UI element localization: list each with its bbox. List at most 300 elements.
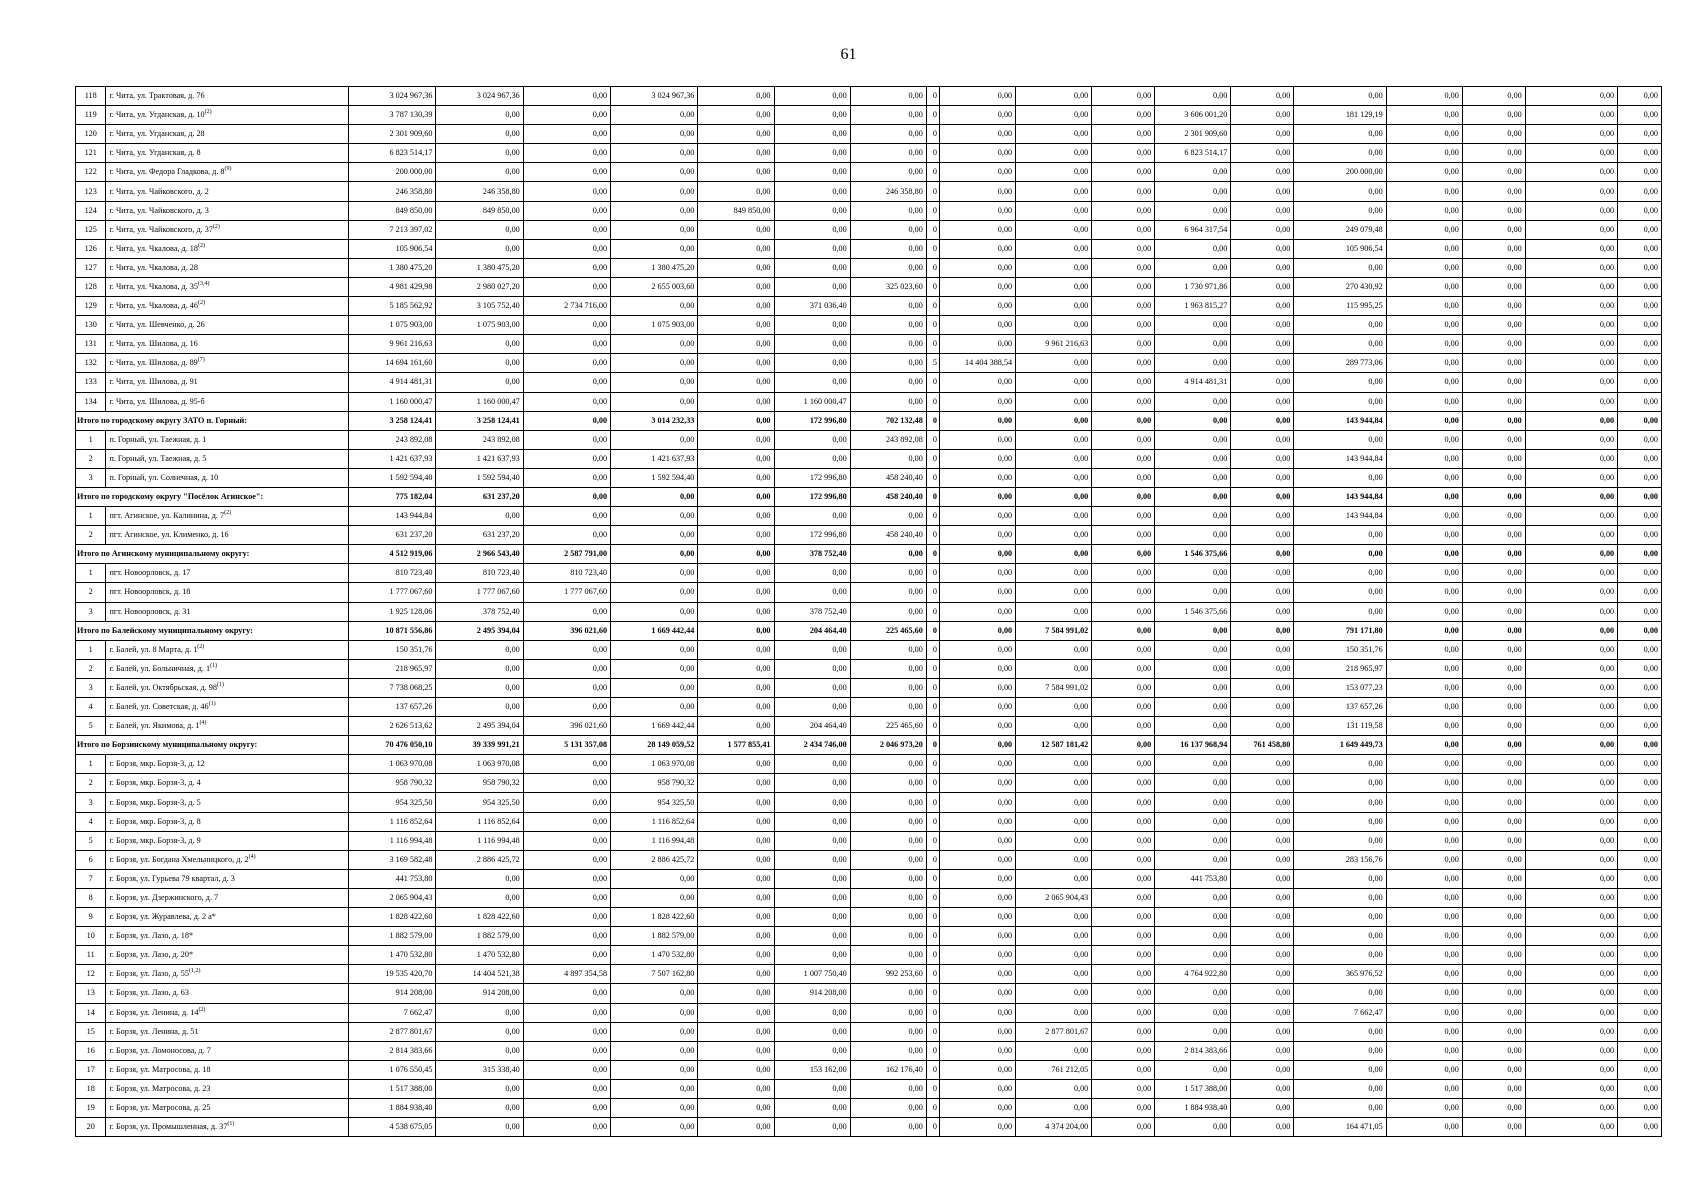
amount-cell: 1 063 970,08 [611,755,698,774]
amount-cell: 0,00 [523,640,610,659]
amount-cell: 0,00 [1231,640,1294,659]
amount-cell: 0,00 [611,373,698,392]
amount-cell: 0,00 [1294,1022,1386,1041]
amount-cell: 0,00 [1386,392,1462,411]
amount-cell: 0,00 [1462,793,1525,812]
amount-cell: 0,00 [850,239,926,258]
table-row [76,583,1662,602]
amount-cell: 0,00 [1386,125,1462,144]
amount-cell: 0,00 [1618,717,1662,736]
amount-cell: 0,00 [1092,1098,1155,1117]
amount-cell: 0,00 [939,736,1015,755]
amount-cell: 0,00 [611,144,698,163]
amount-cell: 914 208,00 [349,984,436,1003]
amount-cell: 441 753,80 [1155,869,1231,888]
footnote-marker: (1) [210,662,218,669]
address-text: г. Борзя, ул. Дзержинского, д. 7 [109,892,219,902]
amount-cell: 0,00 [1231,335,1294,354]
amount-cell: 0,00 [1092,526,1155,545]
amount-cell: 0,00 [1231,507,1294,526]
table-row [76,354,1662,373]
amount-cell: 0,00 [1092,831,1155,850]
table-row [76,984,1662,1003]
amount-cell: 810 723,40 [349,564,436,583]
amount-cell: 0,00 [1618,1041,1662,1060]
amount-cell: 1 063 970,08 [436,755,523,774]
amount-cell: 0,00 [939,812,1015,831]
amount-cell: 396 021,60 [523,621,610,640]
amount-cell: 1 076 550,45 [349,1060,436,1079]
subtotal-row [76,736,1662,755]
amount-cell: 0,00 [698,602,774,621]
amount-cell: 0,00 [774,927,850,946]
amount-cell: 0,00 [611,984,698,1003]
address-cell [106,1098,349,1117]
amount-cell: 0,00 [774,1118,850,1137]
amount-cell: 0,00 [1462,277,1525,296]
amount-cell: 0,00 [1525,392,1617,411]
amount-cell: 0,00 [1092,507,1155,526]
amount-cell: 115 995,25 [1294,297,1386,316]
amount-cell: 0,00 [523,850,610,869]
amount-cell: 0,00 [1092,258,1155,277]
amount-cell: 270 430,92 [1294,277,1386,296]
amount-cell: 0,00 [1294,201,1386,220]
amount-cell: 0,00 [1462,87,1525,106]
amount-cell: 0,00 [1462,354,1525,373]
amount-cell: 0,00 [698,698,774,717]
count-cell: 0 [926,526,939,545]
amount-cell: 0,00 [523,812,610,831]
amount-cell: 0,00 [1231,316,1294,335]
amount-cell: 0,00 [1231,698,1294,717]
amount-cell: 0,00 [1092,487,1155,506]
amount-cell: 0,00 [1231,812,1294,831]
amount-cell: 0,00 [1092,163,1155,182]
amount-cell: 0,00 [698,793,774,812]
amount-cell: 0,00 [1092,927,1155,946]
amount-cell: 0,00 [1462,125,1525,144]
amount-cell: 0,00 [939,583,1015,602]
amount-cell: 0,00 [1525,106,1617,125]
amount-cell: 0,00 [1462,659,1525,678]
amount-cell: 0,00 [1462,869,1525,888]
amount-cell: 0,00 [774,354,850,373]
table-row [76,774,1662,793]
amount-cell: 0,00 [698,678,774,697]
count-cell: 0 [926,487,939,506]
amount-cell: 0,00 [1092,1041,1155,1060]
amount-cell: 0,00 [1462,831,1525,850]
amount-cell: 0,00 [698,564,774,583]
amount-cell: 0,00 [1016,564,1092,583]
amount-cell: 0,00 [1092,1079,1155,1098]
amount-cell: 0,00 [1618,411,1662,430]
amount-cell: 0,00 [1462,755,1525,774]
count-cell: 0 [926,812,939,831]
address-text: г. Борзя, мкр. Борзя-3, д. 5 [109,797,201,807]
count-cell: 0 [926,1003,939,1022]
count-cell: 0 [926,1098,939,1117]
amount-cell: 0,00 [1092,125,1155,144]
amount-cell: 0,00 [850,106,926,125]
address-cell [106,1079,349,1098]
count-cell: 0 [926,888,939,907]
amount-cell: 0,00 [774,946,850,965]
amount-cell: 0,00 [1386,144,1462,163]
table-row [76,163,1662,182]
amount-cell: 1 882 579,00 [611,927,698,946]
address-text: пгт. Новоорловск, д. 31 [109,606,191,616]
amount-cell: 0,00 [523,793,610,812]
amount-cell: 0,00 [1386,850,1462,869]
amount-cell: 0,00 [1618,1079,1662,1098]
amount-cell: 0,00 [1525,583,1617,602]
address-text: г. Борзя, ул. Богдана Хмельницкого, д. 2 [109,854,249,864]
table-row [76,869,1662,888]
amount-cell: 0,00 [1462,678,1525,697]
amount-cell: 0,00 [1155,927,1231,946]
amount-cell: 0,00 [1294,182,1386,201]
amount-cell: 0,00 [1462,316,1525,335]
amount-cell: 0,00 [1294,258,1386,277]
amount-cell: 0,00 [1386,965,1462,984]
amount-cell: 0,00 [850,545,926,564]
amount-cell: 0,00 [1618,277,1662,296]
amount-cell: 0,00 [1231,373,1294,392]
table-row [76,220,1662,239]
footnote-marker: (1) [227,1121,235,1128]
address-cell [106,316,349,335]
amount-cell: 1 828 422,60 [349,908,436,927]
table-row [76,449,1662,468]
amount-cell: 0,00 [1092,430,1155,449]
amount-cell: 0,00 [698,869,774,888]
amount-cell: 0,00 [436,106,523,125]
amount-cell: 0,00 [850,1003,926,1022]
amount-cell: 0,00 [1386,736,1462,755]
row-number: 6 [76,850,106,869]
amount-cell: 1 380 475,20 [436,258,523,277]
row-number: 131 [76,335,106,354]
amount-cell: 0,00 [698,411,774,430]
amount-cell: 0,00 [1294,927,1386,946]
page-number: 61 [840,46,857,63]
amount-cell: 0,00 [1386,201,1462,220]
amount-cell: 39 339 991,21 [436,736,523,755]
amount-cell: 12 587 181,42 [1016,736,1092,755]
amount-cell: 0,00 [1092,564,1155,583]
amount-cell: 0,00 [1386,163,1462,182]
amount-cell: 0,00 [611,1022,698,1041]
amount-cell: 7 662,47 [1294,1003,1386,1022]
amount-cell: 153 077,23 [1294,678,1386,697]
amount-cell: 105 906,54 [349,239,436,258]
amount-cell: 2 886 425,72 [611,850,698,869]
amount-cell: 0,00 [1386,468,1462,487]
amount-cell: 0,00 [1231,678,1294,697]
address-text: г. Чита, ул. Трактовая, д. 76 [109,91,205,101]
amount-cell: 0,00 [1618,698,1662,717]
amount-cell: 0,00 [939,182,1015,201]
amount-cell: 0,00 [1386,545,1462,564]
amount-cell: 0,00 [939,984,1015,1003]
amount-cell: 1 777 067,60 [436,583,523,602]
amount-cell: 1 421 637,93 [349,449,436,468]
amount-cell: 1 421 637,93 [436,449,523,468]
footnote-marker: (2) [198,242,205,249]
amount-cell: 0,00 [523,201,610,220]
amount-cell: 954 325,50 [611,793,698,812]
amount-cell: 1 116 994,48 [436,831,523,850]
amount-cell: 0,00 [1386,1022,1462,1041]
amount-cell: 0,00 [1525,449,1617,468]
amount-cell: 4 981 429,98 [349,277,436,296]
amount-cell: 914 208,00 [436,984,523,1003]
row-number: 1 [76,564,106,583]
amount-cell: 0,00 [1155,850,1231,869]
amount-cell: 0,00 [1294,774,1386,793]
amount-cell: 0,00 [698,163,774,182]
table-row [76,507,1662,526]
amount-cell: 0,00 [1525,736,1617,755]
amount-cell: 0,00 [939,125,1015,144]
address-cell [106,144,349,163]
address-text: пгт. Агинское, ул. Калинина, д. 7 [109,511,225,521]
address-text: г. Балей, ул. Больничная, д. 1 [109,663,211,673]
amount-cell: 1 007 750,40 [774,965,850,984]
address-cell [106,1003,349,1022]
amount-cell: 0,00 [523,182,610,201]
footnote-marker: (2) [212,223,220,230]
amount-cell: 0,00 [523,125,610,144]
amount-cell: 0,00 [1231,869,1294,888]
amount-cell: 1 063 970,08 [349,755,436,774]
amount-cell: 0,00 [1525,755,1617,774]
count-cell: 0 [926,106,939,125]
amount-cell: 0,00 [774,1041,850,1060]
amount-cell: 7 584 991,02 [1016,678,1092,697]
amount-cell: 0,00 [1092,144,1155,163]
amount-cell: 0,00 [1618,144,1662,163]
amount-cell: 0,00 [1618,850,1662,869]
amount-cell: 775 182,04 [349,487,436,506]
amount-cell: 0,00 [1462,545,1525,564]
amount-cell: 0,00 [1294,831,1386,850]
amount-cell: 0,00 [1386,411,1462,430]
amount-cell: 0,00 [1294,526,1386,545]
subtotal-label: Итого по Борзинскому муниципальному округу: [76,736,349,755]
address-cell [106,87,349,106]
amount-cell: 2 814 383,66 [1155,1041,1231,1060]
count-cell: 0 [926,736,939,755]
row-number: 11 [76,946,106,965]
amount-cell: 0,00 [850,449,926,468]
amount-cell: 0,00 [1231,297,1294,316]
table-row [76,373,1662,392]
amount-cell: 0,00 [1016,526,1092,545]
amount-cell: 0,00 [939,526,1015,545]
footnote-marker: (2) [198,1006,206,1013]
amount-cell: 0,00 [1525,220,1617,239]
amount-cell: 137 657,26 [1294,698,1386,717]
amount-cell: 0,00 [1294,125,1386,144]
amount-cell: 0,00 [939,411,1015,430]
amount-cell: 0,00 [698,354,774,373]
amount-cell: 0,00 [1016,812,1092,831]
amount-cell: 0,00 [1092,1060,1155,1079]
amount-cell: 0,00 [1155,755,1231,774]
amount-cell: 0,00 [1016,106,1092,125]
amount-cell: 458 240,40 [850,487,926,506]
amount-cell: 0,00 [1231,201,1294,220]
amount-cell: 0,00 [774,163,850,182]
amount-cell: 0,00 [774,678,850,697]
amount-cell: 0,00 [1525,468,1617,487]
amount-cell: 0,00 [939,277,1015,296]
amount-cell: 0,00 [698,507,774,526]
amount-cell: 172 996,80 [774,411,850,430]
amount-cell: 1 116 994,48 [349,831,436,850]
address-text: г. Чита, ул. Федора Гладкова, д. 8 [109,167,225,177]
amount-cell: 0,00 [1092,220,1155,239]
amount-cell: 0,00 [1231,106,1294,125]
amount-cell: 0,00 [698,258,774,277]
address-cell [106,335,349,354]
amount-cell: 0,00 [1016,258,1092,277]
count-cell: 0 [926,640,939,659]
amount-cell: 0,00 [436,335,523,354]
amount-cell: 0,00 [1386,755,1462,774]
amount-cell: 1 828 422,60 [436,908,523,927]
row-number: 13 [76,984,106,1003]
amount-cell: 0,00 [939,621,1015,640]
amount-cell: 0,00 [523,239,610,258]
amount-cell: 791 171,80 [1294,621,1386,640]
count-cell: 0 [926,869,939,888]
amount-cell: 0,00 [1462,621,1525,640]
table-row [76,1003,1662,1022]
amount-cell: 0,00 [1092,354,1155,373]
amount-cell: 0,00 [1525,698,1617,717]
amount-cell: 0,00 [1155,430,1231,449]
address-cell [106,125,349,144]
amount-cell: 0,00 [1618,430,1662,449]
subtotal-label: Итого по Агинскому муниципальному округу: [76,545,349,564]
amount-cell: 0,00 [436,678,523,697]
amount-cell: 0,00 [1525,869,1617,888]
amount-cell: 0,00 [850,297,926,316]
amount-cell: 0,00 [1294,392,1386,411]
address-text: п. Горный, ул. Таежная, д. 1 [109,434,207,444]
count-cell: 0 [926,87,939,106]
address-cell [106,1060,349,1079]
amount-cell: 0,00 [1092,946,1155,965]
address-text: г. Борзя, ул. Лазо, д. 20* [109,950,194,960]
amount-cell: 0,00 [774,258,850,277]
address-text: г. Борзя, ул. Лазо, д. 63 [109,988,189,998]
amount-cell: 0,00 [1462,965,1525,984]
amount-cell: 0,00 [1525,1041,1617,1060]
amount-cell: 0,00 [939,201,1015,220]
amount-cell: 0,00 [1294,888,1386,907]
count-cell: 0 [926,831,939,850]
amount-cell: 283 156,76 [1294,850,1386,869]
amount-cell: 0,00 [1618,678,1662,697]
amount-cell: 0,00 [436,373,523,392]
amount-cell: 1 669 442,44 [611,621,698,640]
row-number: 1 [76,640,106,659]
count-cell: 0 [926,392,939,411]
amount-cell: 0,00 [611,545,698,564]
amount-cell: 0,00 [939,392,1015,411]
address-text: г. Чита, ул. Угданская, д. 8 [109,148,201,158]
amount-cell: 378 752,40 [436,602,523,621]
amount-cell: 0,00 [1155,984,1231,1003]
amount-cell: 0,00 [611,869,698,888]
amount-cell: 7 738 068,25 [349,678,436,697]
amount-cell: 0,00 [1462,1060,1525,1079]
amount-cell: 0,00 [1386,927,1462,946]
row-number: 19 [76,1098,106,1117]
amount-cell: 0,00 [1618,507,1662,526]
amount-cell: 249 079,48 [1294,220,1386,239]
amount-cell: 0,00 [1462,736,1525,755]
address-cell [106,526,349,545]
amount-cell: 0,00 [1231,850,1294,869]
table-row [76,335,1662,354]
amount-cell: 0,00 [1462,1022,1525,1041]
amount-cell: 0,00 [1092,373,1155,392]
address-cell [106,717,349,736]
amount-cell: 0,00 [1462,201,1525,220]
row-number: 3 [76,468,106,487]
amount-cell: 0,00 [1092,640,1155,659]
amount-cell: 0,00 [523,908,610,927]
amount-cell: 0,00 [523,507,610,526]
row-number: 1 [76,507,106,526]
amount-cell: 0,00 [1231,182,1294,201]
amount-cell: 0,00 [1462,774,1525,793]
amount-cell: 849 850,00 [436,201,523,220]
amount-cell: 0,00 [939,831,1015,850]
amount-cell: 810 723,40 [436,564,523,583]
amount-cell: 0,00 [611,698,698,717]
amount-cell: 0,00 [698,755,774,774]
amount-cell: 0,00 [774,277,850,296]
amount-cell: 0,00 [1462,297,1525,316]
amount-cell: 0,00 [1092,583,1155,602]
amount-cell: 0,00 [939,144,1015,163]
amount-cell: 0,00 [611,430,698,449]
row-number: 133 [76,373,106,392]
amount-cell: 0,00 [774,659,850,678]
amount-cell: 1 592 594,40 [611,468,698,487]
amount-cell: 0,00 [523,220,610,239]
amount-cell: 0,00 [850,850,926,869]
address-text: п. Горный, ул. Солнечная, д. 10 [109,472,219,482]
amount-cell: 243 892,08 [436,430,523,449]
amount-cell: 0,00 [1155,908,1231,927]
amount-cell: 0,00 [774,201,850,220]
amount-cell: 0,00 [523,888,610,907]
amount-cell: 0,00 [1525,258,1617,277]
amount-cell: 150 351,76 [349,640,436,659]
row-number: 7 [76,869,106,888]
amount-cell: 0,00 [698,297,774,316]
amount-cell: 958 790,32 [611,774,698,793]
amount-cell: 0,00 [436,163,523,182]
